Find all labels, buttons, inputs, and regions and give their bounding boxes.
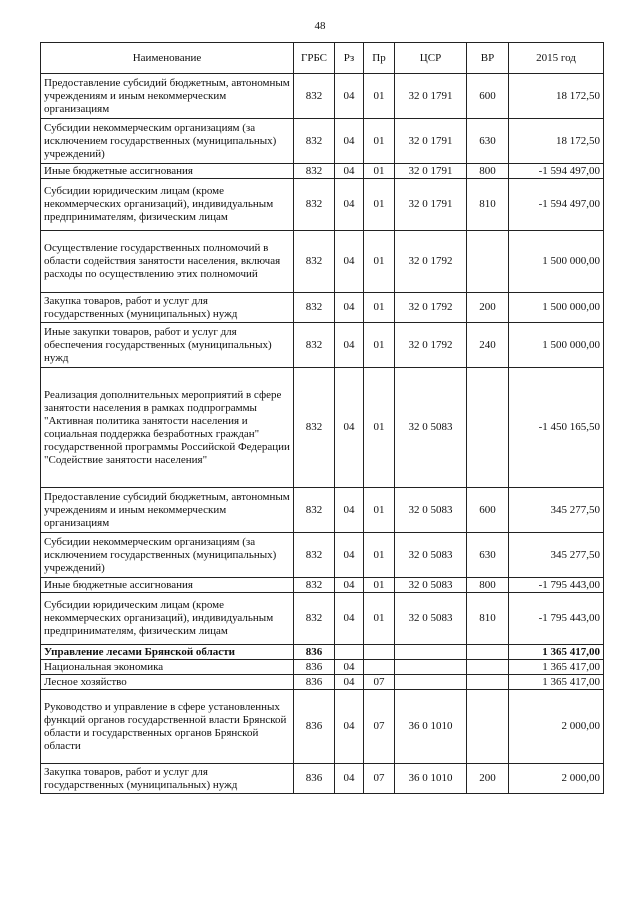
table-row — [41, 578, 604, 593]
cell-vr: 810 — [467, 593, 509, 645]
cell-pr: 07 — [364, 675, 395, 690]
cell-name: Лесное хозяйство — [41, 675, 294, 690]
header-name: Наименование — [41, 43, 294, 74]
cell-amount: 1 365 417,00 — [509, 675, 604, 690]
cell-pr: 01 — [364, 533, 395, 578]
header-vr: ВР — [467, 43, 509, 74]
cell-grbs: 836 — [294, 764, 335, 794]
cell-name: Закупка товаров, работ и услуг для государственных (муниципальных) нужд — [41, 293, 294, 323]
cell-vr: 600 — [467, 488, 509, 533]
cell-csr — [395, 645, 467, 660]
cell-csr: 32 0 1791 — [395, 164, 467, 179]
cell-amount: 345 277,50 — [509, 533, 604, 578]
table-row — [41, 323, 604, 368]
table-row — [41, 660, 604, 675]
cell-vr — [467, 645, 509, 660]
cell-vr: 630 — [467, 533, 509, 578]
cell-vr — [467, 675, 509, 690]
cell-amount: 1 365 417,00 — [509, 660, 604, 675]
cell-csr: 32 0 1792 — [395, 323, 467, 368]
cell-pr — [364, 645, 395, 660]
table-header-row — [41, 43, 604, 74]
cell-rz: 04 — [335, 293, 364, 323]
cell-rz: 04 — [335, 488, 364, 533]
cell-name: Осуществление государственных полномочий в области содействия занятости населения, включая расходы по осуществлению этих полномочий — [41, 231, 294, 293]
cell-csr — [395, 660, 467, 675]
cell-grbs: 832 — [294, 179, 335, 231]
cell-amount: 345 277,50 — [509, 488, 604, 533]
cell-name: Субсидии некоммерческим организациям (за исключением государственных (муниципальных) учреждений) — [41, 119, 294, 164]
table-row — [41, 164, 604, 179]
table-row — [41, 488, 604, 533]
cell-name: Национальная экономика — [41, 660, 294, 675]
cell-grbs: 836 — [294, 690, 335, 764]
table-row — [41, 231, 604, 293]
cell-rz: 04 — [335, 231, 364, 293]
table-row — [41, 764, 604, 794]
cell-pr: 07 — [364, 690, 395, 764]
cell-amount: 2 000,00 — [509, 690, 604, 764]
page-number: 48 — [314, 20, 326, 32]
header-year: 2015 год — [509, 43, 604, 74]
table-row — [41, 645, 604, 660]
cell-pr: 01 — [364, 119, 395, 164]
cell-pr: 01 — [364, 593, 395, 645]
table-row — [41, 368, 604, 488]
cell-vr: 600 — [467, 74, 509, 119]
cell-name: Предоставление субсидий бюджетным, автономным учреждениям и иным некоммерческим организациям — [41, 488, 294, 533]
table-row — [41, 533, 604, 578]
header-rz: Рз — [335, 43, 364, 74]
cell-csr: 32 0 1791 — [395, 179, 467, 231]
cell-csr: 32 0 1791 — [395, 119, 467, 164]
cell-vr: 200 — [467, 293, 509, 323]
cell-name: Управление лесами Брянской области — [41, 645, 294, 660]
cell-grbs: 832 — [294, 593, 335, 645]
cell-rz: 04 — [335, 119, 364, 164]
cell-amount: 18 172,50 — [509, 119, 604, 164]
table-row — [41, 119, 604, 164]
cell-rz: 04 — [335, 660, 364, 675]
cell-rz: 04 — [335, 533, 364, 578]
header-grbs: ГРБС — [294, 43, 335, 74]
cell-amount: -1 450 165,50 — [509, 368, 604, 488]
cell-vr: 800 — [467, 578, 509, 593]
cell-grbs: 832 — [294, 488, 335, 533]
cell-grbs: 832 — [294, 293, 335, 323]
cell-name: Закупка товаров, работ и услуг для государственных (муниципальных) нужд — [41, 764, 294, 794]
cell-amount: -1 795 443,00 — [509, 578, 604, 593]
cell-csr: 32 0 1791 — [395, 74, 467, 119]
cell-vr — [467, 231, 509, 293]
cell-csr: 36 0 1010 — [395, 764, 467, 794]
cell-grbs: 832 — [294, 119, 335, 164]
cell-csr: 32 0 5083 — [395, 488, 467, 533]
table-body — [41, 74, 604, 794]
cell-amount: 1 365 417,00 — [509, 645, 604, 660]
cell-grbs: 836 — [294, 675, 335, 690]
cell-csr: 32 0 5083 — [395, 368, 467, 488]
cell-csr: 36 0 1010 — [395, 690, 467, 764]
cell-grbs: 836 — [294, 645, 335, 660]
cell-pr: 07 — [364, 764, 395, 794]
cell-vr: 240 — [467, 323, 509, 368]
cell-rz: 04 — [335, 164, 364, 179]
cell-amount: 18 172,50 — [509, 74, 604, 119]
cell-vr: 630 — [467, 119, 509, 164]
cell-vr: 800 — [467, 164, 509, 179]
cell-name: Предоставление субсидий бюджетным, автономным учреждениям и иным некоммерческим организациям — [41, 74, 294, 119]
cell-vr — [467, 690, 509, 764]
cell-vr — [467, 368, 509, 488]
cell-rz — [335, 645, 364, 660]
cell-rz: 04 — [335, 368, 364, 488]
cell-csr — [395, 675, 467, 690]
cell-pr: 01 — [364, 231, 395, 293]
cell-name: Иные бюджетные ассигнования — [41, 578, 294, 593]
table-row — [41, 293, 604, 323]
table-row — [41, 593, 604, 645]
cell-amount: 1 500 000,00 — [509, 323, 604, 368]
budget-table — [40, 42, 604, 794]
cell-name: Иные бюджетные ассигнования — [41, 164, 294, 179]
cell-pr: 01 — [364, 293, 395, 323]
cell-pr: 01 — [364, 323, 395, 368]
cell-amount: -1 594 497,00 — [509, 164, 604, 179]
cell-rz: 04 — [335, 593, 364, 645]
cell-pr: 01 — [364, 74, 395, 119]
table-row — [41, 179, 604, 231]
cell-name: Реализация дополнительных мероприятий в сфере занятости населения в рамках подпрограммы "Активная политика занятости населения и социальная поддержка безработных граждан" государственной программы Российской Федерации "Содействие занятости населения" — [41, 368, 294, 488]
table-row — [41, 675, 604, 690]
cell-grbs: 832 — [294, 533, 335, 578]
cell-pr: 01 — [364, 578, 395, 593]
cell-rz: 04 — [335, 179, 364, 231]
header-pr: Пр — [364, 43, 395, 74]
cell-rz: 04 — [335, 675, 364, 690]
cell-pr: 01 — [364, 179, 395, 231]
cell-grbs: 832 — [294, 323, 335, 368]
cell-rz: 04 — [335, 74, 364, 119]
cell-rz: 04 — [335, 323, 364, 368]
table-row — [41, 690, 604, 764]
cell-amount: 1 500 000,00 — [509, 231, 604, 293]
cell-amount: -1 795 443,00 — [509, 593, 604, 645]
cell-name: Субсидии юридическим лицам (кроме некоммерческих организаций), индивидуальным предпринимателям, физическим лицам — [41, 593, 294, 645]
cell-grbs: 832 — [294, 368, 335, 488]
cell-csr: 32 0 5083 — [395, 593, 467, 645]
cell-amount: -1 594 497,00 — [509, 179, 604, 231]
cell-csr: 32 0 1792 — [395, 231, 467, 293]
cell-vr: 200 — [467, 764, 509, 794]
cell-grbs: 836 — [294, 660, 335, 675]
cell-rz: 04 — [335, 690, 364, 764]
cell-grbs: 832 — [294, 74, 335, 119]
cell-pr: 01 — [364, 368, 395, 488]
cell-name: Субсидии некоммерческим организациям (за исключением государственных (муниципальных) учреждений) — [41, 533, 294, 578]
cell-name: Субсидии юридическим лицам (кроме некоммерческих организаций), индивидуальным предпринимателям, физическим лицам — [41, 179, 294, 231]
cell-pr: 01 — [364, 488, 395, 533]
cell-grbs: 832 — [294, 164, 335, 179]
cell-rz: 04 — [335, 764, 364, 794]
cell-name: Руководство и управление в сфере установленных функций органов государственной власти Брянской области и государственных органов Брянской области — [41, 690, 294, 764]
cell-csr: 32 0 5083 — [395, 533, 467, 578]
cell-amount: 1 500 000,00 — [509, 293, 604, 323]
cell-grbs: 832 — [294, 578, 335, 593]
cell-csr: 32 0 5083 — [395, 578, 467, 593]
cell-vr: 810 — [467, 179, 509, 231]
header-csr: ЦСР — [395, 43, 467, 74]
cell-csr: 32 0 1792 — [395, 293, 467, 323]
cell-pr: 01 — [364, 164, 395, 179]
cell-rz: 04 — [335, 578, 364, 593]
cell-vr — [467, 660, 509, 675]
table-row — [41, 74, 604, 119]
cell-amount: 2 000,00 — [509, 764, 604, 794]
cell-pr — [364, 660, 395, 675]
cell-grbs: 832 — [294, 231, 335, 293]
cell-name: Иные закупки товаров, работ и услуг для обеспечения государственных (муниципальных) нужд — [41, 323, 294, 368]
